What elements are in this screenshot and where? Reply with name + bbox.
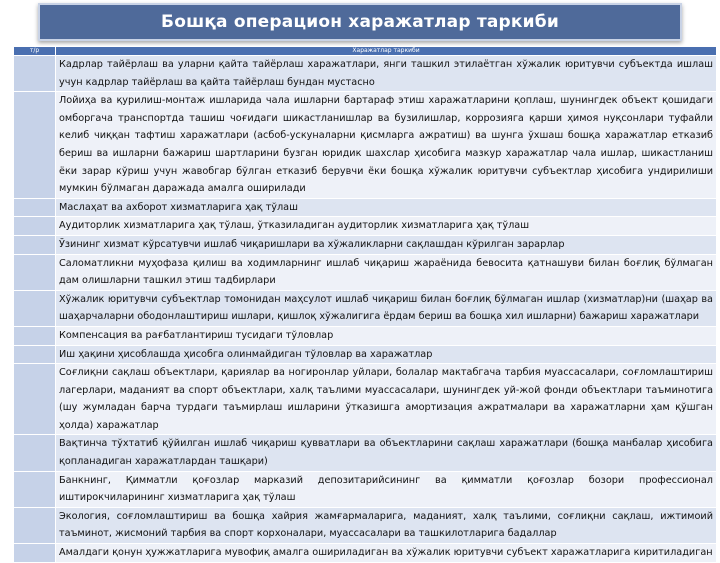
slide-title — [38, 3, 682, 41]
table-row — [14, 544, 717, 563]
table-row — [14, 56, 717, 92]
row-text: Ўзининг хизмат кўрсатувчи ишлаб чиқаришлари ва хўжаликларни сақлашдан кўрилган зарарлар — [56, 235, 717, 254]
row-number — [14, 198, 56, 217]
table-row — [14, 471, 717, 507]
row-text: Маслаҳат ва ахборот хизматларига ҳақ тўлаш — [56, 198, 717, 217]
table-header-row — [14, 47, 717, 56]
row-text: Хўжалик юритувчи субъектлар томонидан маҳсулот ишлаб чиқариш билан боғлиқ бўлмаган ишлар (хизматлар)ни (шаҳар ва шаҳарчаларни ободонлаштириш ишлари, қишлоқ хўжалигига ёрдам бериш ва бошқа хил ишларни) бажариш харажатлари — [56, 290, 717, 326]
row-text: Компенсация ва рағбатлантириш тусидаги тўловлар — [56, 326, 717, 345]
row-number — [14, 471, 56, 507]
table-row — [14, 507, 717, 543]
row-text: Иш ҳақини ҳисоблашда ҳисобга олинмайдиган тўловлар ва харажатлар — [56, 345, 717, 364]
row-text: Саломатликни муҳофаза қилиш ва ходимларнинг ишлаб чиқариш жараёнида бевосита қатнашуви билан боғлиқ бўлмаган дам олишларни ташкил этиш тадбирлари — [56, 254, 717, 290]
row-number — [14, 254, 56, 290]
table-row — [14, 345, 717, 364]
table-row — [14, 92, 717, 199]
table-row — [14, 198, 717, 217]
header-expense-composition: Харажатлар таркиби — [56, 47, 717, 56]
row-text: Экология, соғломлаштириш ва бошқа хайрия жамғармаларига, маданият, халқ таълими, соғлиқни сақлаш, ижтимоий таъминот, жисмоний тарбия ва спорт корхоналари, муассасалари ва ташкилотларига бадаллар — [56, 507, 717, 543]
table-row — [14, 235, 717, 254]
expense-table-container — [13, 46, 716, 559]
table-row — [14, 435, 717, 471]
row-number — [14, 290, 56, 326]
row-text: Вақтинча тўхтатиб қўйилган ишлаб чиқариш қувватлари ва объектларини сақлаш харажатлари (бошқа манбалар ҳисобига қопланадиган харажатлардан ташқари) — [56, 435, 717, 471]
row-text: Соғлиқни сақлаш объектлари, қариялар ва ногиронлар уйлари, болалар мактабгача тарбия муассасалари, соғломлаштириш лагерлари, маданият ва спорт объектлари, халқ таълими муассасалари, шунингдек уй-жой фонди объектлари таъминотига (шу жумладан барча турдаги таъмирлаш ишларини ўтказишга амортизация ажратмалари ва харажатларни ҳам қўшган ҳолда) харажатлар — [56, 364, 717, 435]
row-number — [14, 364, 56, 435]
table-row — [14, 290, 717, 326]
table-row — [14, 217, 717, 236]
row-number — [14, 507, 56, 543]
row-number — [14, 235, 56, 254]
row-text: Аудиторлик хизматларига ҳақ тўлаш, ўтказиладиган аудиторлик хизматларига ҳақ тўлаш — [56, 217, 717, 236]
table-row — [14, 326, 717, 345]
row-text: Банкнинг, Қимматли қоғозлар марказий депозитарийсининг ва қимматли қоғозлар бозори профессионал иштирокчиларининг хизматларига ҳақ тўлаш — [56, 471, 717, 507]
slide-title-text: Бошқа операцион харажатлар таркиби — [161, 12, 559, 32]
row-text: Лойиҳа ва қурилиш-монтаж ишларида чала ишларни бартараф этиш харажатларини қоплаш, шунингдек объект қошидаги омборгача транспортда ташиш чоғидаги шикастланишлар ва бузилишлар, коррозияга қарши ҳимоя нуқсонлари туфайли келиб чиққан тафтиш харажатлари (асбоб-ускуналарни қисмларга ажратиш) ва шунга ўхшаш бошқа харажатлар етказиб бериш ва ишларни бажариш шартларини бузган юридик шахслар ҳисобига мазкур харажатлар чала ишлар, шикастланиш ёки зарар кўриш учун жавобгар бўлган етказиб берувчи ёки бошқа хўжалик юритувчи субъектлар ҳисобига ундирилиши мумкин бўлмаган даражада амалга оширилади — [56, 92, 717, 199]
row-number — [14, 326, 56, 345]
row-text: Амалдаги қонун ҳужжатларига мувофиқ амалга ошириладиган ва хўжалик юритувчи субъект харажатларига киритиладиган — [56, 544, 717, 563]
row-number — [14, 217, 56, 236]
header-number: т/р — [14, 47, 56, 56]
row-text: Кадрлар тайёрлаш ва уларни қайта тайёрлаш харажатлари, янги ташкил этилаётган хўжалик юритувчи субъектда ишлаш учун кадрлар тайёрлаш ва қайта тайёрлаш бундан мустасно — [56, 56, 717, 92]
expense-table — [13, 46, 717, 563]
table-row — [14, 364, 717, 435]
row-number — [14, 544, 56, 563]
row-number — [14, 56, 56, 92]
row-number — [14, 92, 56, 199]
row-number — [14, 435, 56, 471]
table-row — [14, 254, 717, 290]
row-number — [14, 345, 56, 364]
